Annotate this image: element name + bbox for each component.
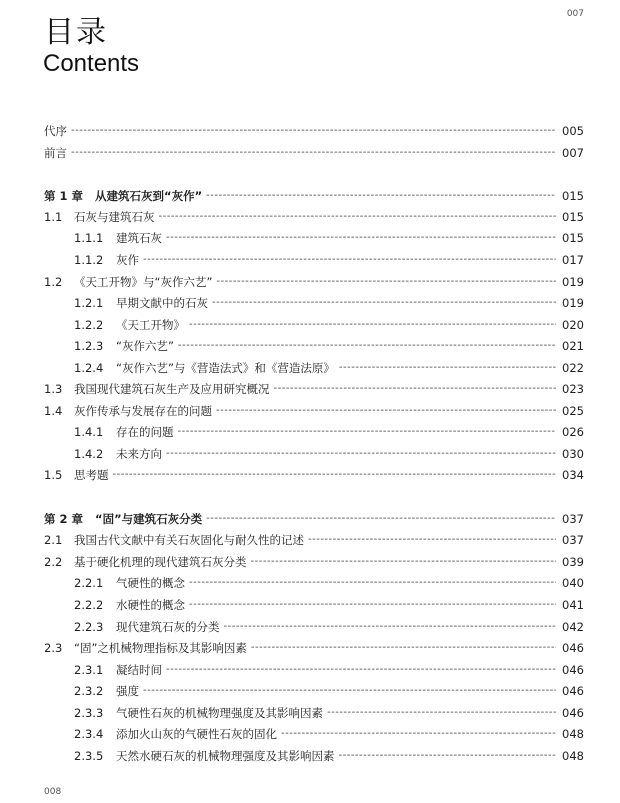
toc-entry-number: 1.2.4 bbox=[74, 361, 104, 375]
dot-leader bbox=[281, 725, 556, 743]
toc-entry-title: “灰作六艺” bbox=[116, 339, 174, 353]
dot-leader bbox=[71, 122, 556, 140]
toc-entry[interactable] bbox=[0, 574, 584, 592]
toc-entry-page-number: 015 bbox=[562, 189, 584, 203]
dot-leader bbox=[166, 229, 556, 247]
toc-entry[interactable] bbox=[0, 294, 584, 312]
toc-entry-title: 代序 bbox=[44, 124, 67, 138]
toc-entry[interactable] bbox=[0, 229, 584, 247]
dot-leader bbox=[308, 531, 556, 549]
toc-entry-page-number: 023 bbox=[562, 382, 584, 396]
toc-chapter-entry[interactable] bbox=[0, 510, 584, 528]
toc-entry[interactable] bbox=[0, 337, 584, 355]
dot-leader bbox=[216, 273, 556, 291]
toc-entry-title: 天然水硬石灰的机械物理强度及其影响因素 bbox=[116, 749, 335, 763]
toc-entry[interactable] bbox=[0, 618, 584, 636]
toc-entry-number: 1.1.2 bbox=[74, 253, 104, 267]
toc-entry-number: 1.1 bbox=[44, 210, 63, 224]
toc-entry-page-number: 005 bbox=[562, 124, 584, 138]
dot-leader bbox=[178, 337, 556, 355]
toc-entry[interactable] bbox=[0, 144, 584, 162]
page-number-top: 007 bbox=[566, 9, 584, 19]
toc-entry-title: 强度 bbox=[116, 684, 139, 698]
toc-entry[interactable] bbox=[0, 208, 584, 226]
dot-leader bbox=[143, 251, 556, 269]
toc-entry-page-number: 019 bbox=[562, 296, 584, 310]
toc-entry-page-number: 046 bbox=[562, 706, 584, 720]
toc-entry-number: 2.2.3 bbox=[74, 620, 104, 634]
toc-entry-number: 1.2.3 bbox=[74, 339, 104, 353]
page-number-bottom: 008 bbox=[44, 787, 62, 797]
toc-chapter-entry[interactable] bbox=[0, 187, 584, 205]
toc-entry[interactable] bbox=[0, 122, 584, 140]
toc-entry[interactable] bbox=[0, 445, 584, 463]
dot-leader bbox=[143, 682, 556, 700]
toc-entry-title: 《天工开物》 bbox=[116, 318, 185, 332]
toc-entry-number: 2.3.5 bbox=[74, 749, 104, 763]
toc-entry-number: 1.2.2 bbox=[74, 318, 104, 332]
dot-leader bbox=[113, 466, 557, 484]
toc-entry[interactable] bbox=[0, 316, 584, 334]
toc-entry-number: 2.1 bbox=[44, 533, 63, 547]
toc-entry-title: 水硬性的概念 bbox=[116, 598, 185, 612]
dot-leader bbox=[206, 187, 556, 205]
toc-entry-page-number: 048 bbox=[562, 749, 584, 763]
dot-leader bbox=[189, 316, 556, 334]
dot-leader bbox=[216, 402, 556, 420]
dot-leader bbox=[189, 574, 556, 592]
dot-leader bbox=[166, 445, 556, 463]
dot-leader bbox=[339, 747, 557, 765]
toc-entry[interactable] bbox=[0, 661, 584, 679]
dot-leader bbox=[206, 510, 556, 528]
toc-entry-number: 2.3 bbox=[44, 641, 63, 655]
toc-entry-page-number: 019 bbox=[562, 275, 584, 289]
toc-entry[interactable] bbox=[0, 466, 584, 484]
toc-entry-title: “灰作六艺”与《营造法式》和《营造法原》 bbox=[116, 361, 335, 375]
toc-entry-page-number: 048 bbox=[562, 727, 584, 741]
dot-leader bbox=[251, 553, 557, 571]
toc-entry-number: 2.3.3 bbox=[74, 706, 104, 720]
toc-entry-page-number: 046 bbox=[562, 663, 584, 677]
toc-entry[interactable] bbox=[0, 747, 584, 765]
toc-entry-page-number: 017 bbox=[562, 253, 584, 267]
page-title-chinese: 目录 bbox=[44, 15, 108, 50]
toc-entry-page-number: 021 bbox=[562, 339, 584, 353]
dot-leader bbox=[251, 639, 556, 657]
toc-entry-page-number: 015 bbox=[562, 231, 584, 245]
toc-entry-title: 存在的问题 bbox=[116, 425, 174, 439]
dot-leader bbox=[159, 208, 557, 226]
toc-entry-number: 1.4 bbox=[44, 404, 63, 418]
toc-entry-title: 未来方向 bbox=[116, 447, 162, 461]
toc-entry[interactable] bbox=[0, 725, 584, 743]
toc-entry-number: 1.4.1 bbox=[74, 425, 104, 439]
dot-leader bbox=[224, 618, 557, 636]
toc-entry-page-number: 037 bbox=[562, 512, 584, 526]
toc-entry-title: 石灰与建筑石灰 bbox=[74, 210, 155, 224]
toc-entry-title: 前言 bbox=[44, 146, 67, 160]
toc-entry-page-number: 020 bbox=[562, 318, 584, 332]
toc-entry-number: 1.2.1 bbox=[74, 296, 104, 310]
toc-entry[interactable] bbox=[0, 531, 584, 549]
dot-leader bbox=[274, 380, 557, 398]
toc-entry-number: 2.2.1 bbox=[74, 576, 104, 590]
toc-entry-number: 1.3 bbox=[44, 382, 63, 396]
toc-entry-page-number: 026 bbox=[562, 425, 584, 439]
toc-entry-page-number: 046 bbox=[562, 684, 584, 698]
toc-entry-page-number: 037 bbox=[562, 533, 584, 547]
dot-leader bbox=[212, 294, 556, 312]
toc-entry[interactable] bbox=[0, 596, 584, 614]
toc-entry-title: 基于硬化机理的现代建筑石灰分类 bbox=[74, 555, 247, 569]
toc-entry-title: 现代建筑石灰的分类 bbox=[116, 620, 220, 634]
toc-entry[interactable] bbox=[0, 553, 584, 571]
toc-entry[interactable] bbox=[0, 639, 584, 657]
toc-entry-page-number: 034 bbox=[562, 468, 584, 482]
toc-entry-title: 添加火山灰的气硬性石灰的固化 bbox=[116, 727, 277, 741]
toc-entry-title: 凝结时间 bbox=[116, 663, 162, 677]
dot-leader bbox=[71, 144, 556, 162]
toc-entry-title: 我国现代建筑石灰生产及应用研究概况 bbox=[74, 382, 270, 396]
toc-entry-title: 思考题 bbox=[74, 468, 109, 482]
toc-entry[interactable] bbox=[0, 380, 584, 398]
toc-entry-title: 灰作 bbox=[116, 253, 139, 267]
toc-entry-title: 气硬性石灰的机械物理强度及其影响因素 bbox=[116, 706, 323, 720]
toc-entry-title: 早期文献中的石灰 bbox=[116, 296, 208, 310]
toc-entry-number: 2.3.4 bbox=[74, 727, 104, 741]
toc-entry-page-number: 007 bbox=[562, 146, 584, 160]
toc-entry-page-number: 015 bbox=[562, 210, 584, 224]
toc-entry[interactable] bbox=[0, 273, 584, 291]
toc-entry[interactable] bbox=[0, 402, 584, 420]
toc-entry-title: “固”与建筑石灰分类 bbox=[95, 512, 203, 526]
dot-leader bbox=[166, 661, 556, 679]
toc-entry[interactable] bbox=[0, 704, 584, 722]
toc-entry-page-number: 046 bbox=[562, 641, 584, 655]
toc-entry-page-number: 039 bbox=[562, 555, 584, 569]
dot-leader bbox=[339, 359, 556, 377]
toc-entry-page-number: 040 bbox=[562, 576, 584, 590]
page-title-english: Contents bbox=[43, 50, 140, 77]
toc-entry-number: 2.2.2 bbox=[74, 598, 104, 612]
toc-entry[interactable] bbox=[0, 682, 584, 700]
toc-entry-title: “固”之机械物理指标及其影响因素 bbox=[74, 641, 247, 655]
toc-entry-title: 气硬性的概念 bbox=[116, 576, 185, 590]
toc-entry-page-number: 041 bbox=[562, 598, 584, 612]
toc-entry-number: 第 1 章 bbox=[44, 189, 84, 203]
dot-leader bbox=[327, 704, 556, 722]
toc-entry-title: 灰作传承与发展存在的问题 bbox=[74, 404, 212, 418]
toc-entry-title: 《天工开物》与“灰作六艺” bbox=[74, 275, 213, 289]
dot-leader bbox=[178, 423, 557, 441]
toc-entry[interactable] bbox=[0, 359, 584, 377]
toc-entry-number: 2.2 bbox=[44, 555, 63, 569]
toc-entry-number: 2.3.2 bbox=[74, 684, 104, 698]
toc-entry-page-number: 025 bbox=[562, 404, 584, 418]
toc-entry-page-number: 042 bbox=[562, 620, 584, 634]
toc-entry-number: 1.1.1 bbox=[74, 231, 104, 245]
toc-entry-number: 1.5 bbox=[44, 468, 63, 482]
toc-entry-number: 2.3.1 bbox=[74, 663, 104, 677]
toc-entry-title: 我国古代文献中有关石灰固化与耐久性的记述 bbox=[74, 533, 304, 547]
toc-entry[interactable] bbox=[0, 251, 584, 269]
toc-entry-page-number: 022 bbox=[562, 361, 584, 375]
toc-entry-number: 1.2 bbox=[44, 275, 63, 289]
toc-entry-number: 1.4.2 bbox=[74, 447, 104, 461]
dot-leader bbox=[189, 596, 556, 614]
toc-entry-page-number: 030 bbox=[562, 447, 584, 461]
toc-entry-title: 从建筑石灰到“灰作” bbox=[95, 189, 203, 203]
toc-entry-number: 第 2 章 bbox=[44, 512, 84, 526]
toc-entry-title: 建筑石灰 bbox=[116, 231, 162, 245]
toc-entry[interactable] bbox=[0, 423, 584, 441]
